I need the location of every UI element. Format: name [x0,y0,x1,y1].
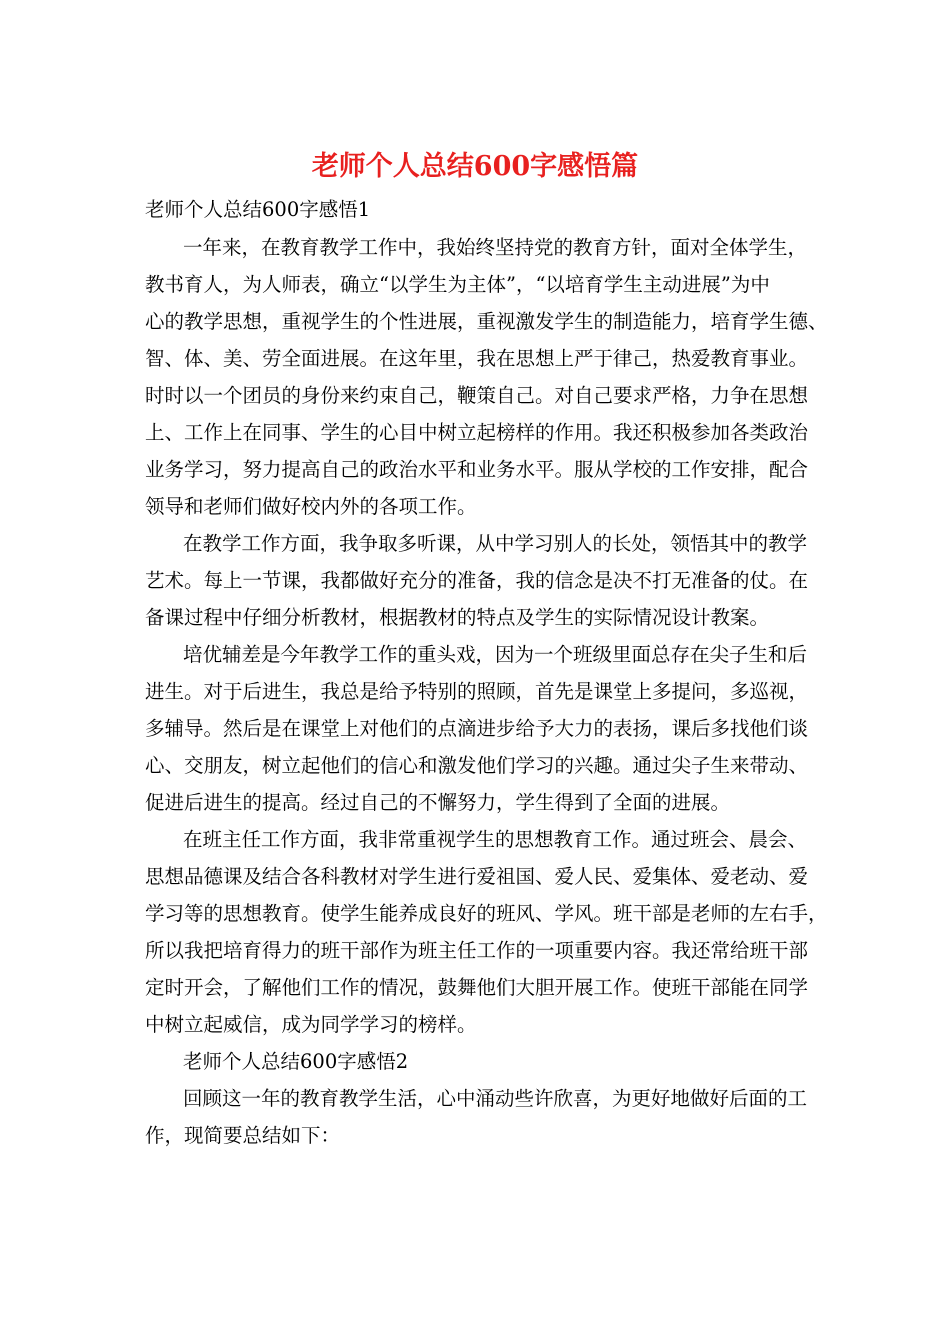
paragraph-line: 备课过程中仔细分析教材，根据教材的特点及学生的实际情况设计教案。 [145,606,770,629]
paragraph-line: 作，现简要总结如下： [145,1124,341,1147]
paragraph-line: 心的教学思想，重视学生的个性进展，重视激发学生的制造能力，培育学生德、 [145,310,828,333]
paragraph-line: 一年来，在教育教学工作中，我始终坚持党的教育方针，面对全体学生， [183,236,808,259]
paragraph-line: 中树立起威信，成为同学学习的榜样。 [145,1013,477,1036]
paragraph-line: 在班主任工作方面，我非常重视学生的思想教育工作。通过班会、晨会、 [183,828,808,851]
paragraph-line: 艺术。每上一节课，我都做好充分的准备，我的信念是决不打无准备的仗。在 [145,569,809,592]
paragraph-line: 所以我把培育得力的班干部作为班主任工作的一项重要内容。我还常给班干部 [145,939,809,962]
paragraph-line: 回顾这一年的教育教学生活，心中涌动些许欣喜，为更好地做好后面的工 [183,1087,808,1110]
paragraph-line: 定时开会，了解他们工作的情况，鼓舞他们大胆开展工作。使班干部能在同学 [145,976,809,999]
section-heading-1: 老师个人总结600字感悟1 [145,198,371,221]
paragraph-line: 业务学习，努力提高自己的政治水平和业务水平。服从学校的工作安排，配合 [145,458,809,481]
section-heading-2: 老师个人总结600字感悟2 [183,1050,409,1073]
paragraph-line: 促进后进生的提高。经过自己的不懈努力，学生得到了全面的进展。 [145,791,731,814]
document-title: 老师个人总结600字感悟篇 [311,151,639,182]
paragraph-line: 多辅导。然后是在课堂上对他们的点滴进步给予大力的表扬，课后多找他们谈 [145,717,809,740]
paragraph-line: 学习等的思想教育。使学生能养成良好的班风、学风。班干部是老师的左右手， [145,902,828,925]
paragraph-line: 领导和老师们做好校内外的各项工作。 [145,495,477,518]
paragraph-line: 教书育人，为人师表，确立“以学生为主体”，“以培育学生主动进展”为中 [145,273,770,296]
paragraph-line: 在教学工作方面，我争取多听课，从中学习别人的长处，领悟其中的教学 [183,532,808,555]
paragraph-line: 上、工作上在同事、学生的心目中树立起榜样的作用。我还积极参加各类政治 [145,421,809,444]
paragraph-line: 时时以一个团员的身份来约束自己，鞭策自己。对自己要求严格，力争在思想 [145,384,809,407]
paragraph-line: 进生。对于后进生，我总是给予特别的照顾，首先是课堂上多提问，多巡视， [145,680,809,703]
paragraph-line: 智、体、美、劳全面进展。在这年里，我在思想上严于律己，热爱教育事业。 [145,347,809,370]
paragraph-line: 思想品德课及结合各科教材对学生进行爱祖国、爱人民、爱集体、爱老动、爱 [145,865,809,888]
paragraph-line: 心、交朋友，树立起他们的信心和激发他们学习的兴趣。通过尖子生来带动、 [145,754,809,777]
paragraph-line: 培优辅差是今年教学工作的重头戏，因为一个班级里面总存在尖子生和后 [183,643,808,666]
